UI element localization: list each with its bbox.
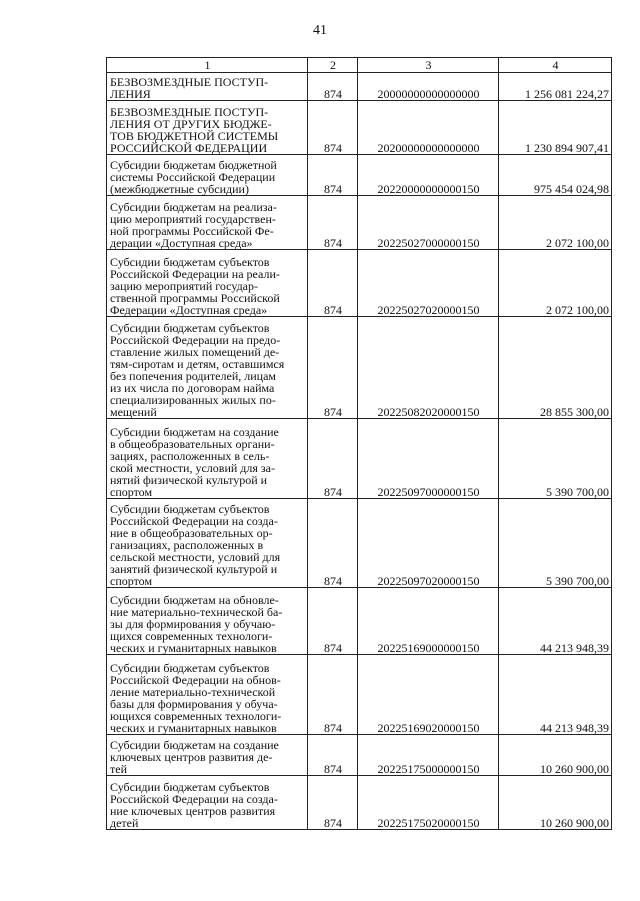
column-header-amount: 4 (499, 58, 612, 73)
row-name: БЕЗВОЗМЕЗДНЫЕ ПОСТУП- ЛЕНИЯ (107, 73, 308, 101)
table-row (107, 196, 612, 250)
row-amount: 10 260 900,00 (499, 735, 612, 776)
table-row (107, 317, 612, 419)
row-amount: 28 855 300,00 (499, 317, 612, 419)
row-amount: 44 213 948,39 (499, 588, 612, 655)
row-name: Субсидии бюджетам субъектов Российской Федерации на предо- ставление жилых помещений де- тям-сиротам и детям, оставшимся без попечения родителей, лицам из их числа по договорам найма специализированных жилых по- мещений (107, 317, 308, 419)
row-name: Субсидии бюджетам субъектов Российской Федерации на обнов- ление материально-технической базы для формирования у обуча- ющихся современных технологи- ческих и гуманитарных навыков (107, 655, 308, 735)
row-name: Субсидии бюджетам субъектов Российской Федерации на созда- ние ключевых центров развития детей (107, 776, 308, 830)
row-admin-code: 874 (308, 250, 358, 317)
table-row (107, 735, 612, 776)
table-row (107, 588, 612, 655)
row-admin-code: 874 (308, 419, 358, 499)
row-admin-code: 874 (308, 735, 358, 776)
table-row (107, 499, 612, 588)
row-kbk: 20200000000000000 (358, 101, 499, 155)
column-header-kbk: 3 (358, 58, 499, 73)
row-kbk: 20225169000000150 (358, 588, 499, 655)
row-amount: 2 072 100,00 (499, 250, 612, 317)
row-amount: 44 213 948,39 (499, 655, 612, 735)
table-row (107, 101, 612, 155)
row-kbk: 20000000000000000 (358, 73, 499, 101)
row-kbk: 20225169020000150 (358, 655, 499, 735)
row-kbk: 20225097000000150 (358, 419, 499, 499)
row-name: Субсидии бюджетам бюджетной системы Российской Федерации (межбюджетные субсидии) (107, 155, 308, 196)
row-admin-code: 874 (308, 317, 358, 419)
row-name: Субсидии бюджетам субъектов Российской Федерации на реали- зацию мероприятий государ- ственной программы Российской Федерации «Доступная среда» (107, 250, 308, 317)
table-row (107, 155, 612, 196)
table-row (107, 776, 612, 830)
row-name: Субсидии бюджетам субъектов Российской Федерации на созда- ние в общеобразовательных ор- ганизациях, расположенных в сельской местности, условий для занятий физической культурой и спортом (107, 499, 308, 588)
row-kbk: 20220000000000150 (358, 155, 499, 196)
row-kbk: 20225175000000150 (358, 735, 499, 776)
row-kbk: 20225027000000150 (358, 196, 499, 250)
column-header-name: 1 (107, 58, 308, 73)
header-row (107, 58, 612, 73)
table-body (107, 73, 612, 830)
row-amount: 5 390 700,00 (499, 499, 612, 588)
budget-revenue-table (106, 57, 612, 830)
row-amount: 1 256 081 224,27 (499, 73, 612, 101)
row-amount: 2 072 100,00 (499, 196, 612, 250)
row-admin-code: 874 (308, 155, 358, 196)
row-admin-code: 874 (308, 776, 358, 830)
row-amount: 10 260 900,00 (499, 776, 612, 830)
table-row (107, 250, 612, 317)
row-kbk: 20225027020000150 (358, 250, 499, 317)
row-name: Субсидии бюджетам на реализа- цию мероприятий государствен- ной программы Российской Фе- дерации «Доступная среда» (107, 196, 308, 250)
row-name: БЕЗВОЗМЕЗДНЫЕ ПОСТУП- ЛЕНИЯ ОТ ДРУГИХ БЮДЖЕ- ТОВ БЮДЖЕТНОЙ СИСТЕМЫ РОССИЙСКОЙ ФЕДЕРАЦИИ (107, 101, 308, 155)
table-header (107, 58, 612, 73)
page-number: 41 (313, 23, 327, 38)
row-admin-code: 874 (308, 588, 358, 655)
table-row (107, 655, 612, 735)
row-amount: 975 454 024,98 (499, 155, 612, 196)
row-kbk: 20225082020000150 (358, 317, 499, 419)
table-row (107, 419, 612, 499)
row-amount: 5 390 700,00 (499, 419, 612, 499)
table-row (107, 73, 612, 101)
row-admin-code: 874 (308, 101, 358, 155)
row-kbk: 20225097020000150 (358, 499, 499, 588)
row-admin-code: 874 (308, 73, 358, 101)
row-name: Субсидии бюджетам на создание ключевых центров развития де- тей (107, 735, 308, 776)
column-header-admin-code: 2 (308, 58, 358, 73)
row-admin-code: 874 (308, 655, 358, 735)
row-name: Субсидии бюджетам на обновле- ние материально-технической ба- зы для формирования у обучаю- щихся современных технологи- ческих и гуманитарных навыков (107, 588, 308, 655)
row-admin-code: 874 (308, 196, 358, 250)
row-kbk: 20225175020000150 (358, 776, 499, 830)
row-admin-code: 874 (308, 499, 358, 588)
row-name: Субсидии бюджетам на создание в общеобразовательных органи- зациях, расположенных в сель- ской местности, условий для за- нятий физической культурой и спортом (107, 419, 308, 499)
row-amount: 1 230 894 907,41 (499, 101, 612, 155)
